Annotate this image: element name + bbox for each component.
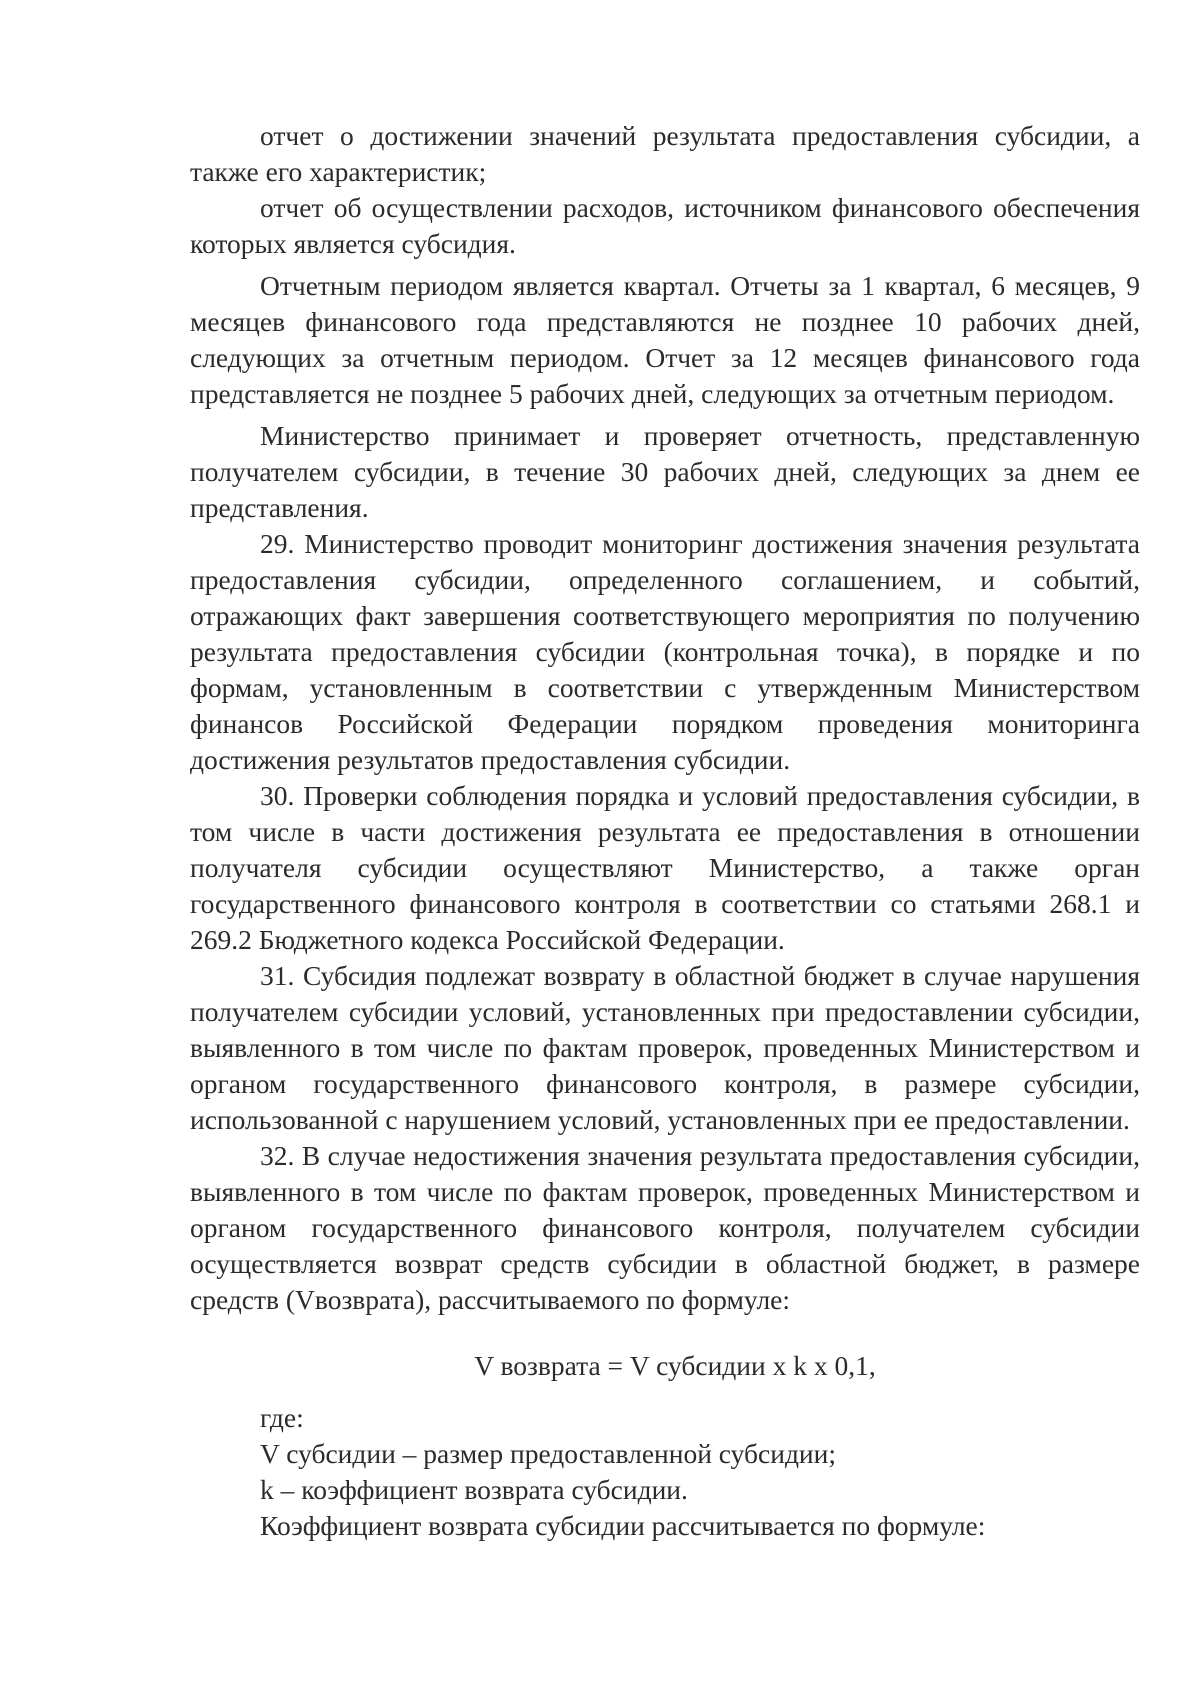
paragraph-item-29: 29. Министерство проводит мониторинг достижения значения результата предоставления субсидии, определенного соглашением, и событий, отражающих факт завершения соответствующего мероприятия по получению результата предоставления субсидии (контрольная точка), в порядке и по формам, установленным в соответствии с утвержденным Министерством финансов Российской Федерации порядком проведения мониторинга достижения результатов предоставления субсидии.: [190, 528, 1140, 775]
paragraph-item-31: 31. Субсидия подлежат возврату в областной бюджет в случае нарушения получателем субсидии условий, установленных при предоставлении субсидии, выявленного в том числе по фактам проверок, проведенных Министерством и органом государственного финансового контроля, в размере субсидии, использованной с нарушением условий, установленных при ее предоставлении.: [190, 960, 1140, 1135]
paragraph-report-expenses: отчет об осуществлении расходов, источником финансового обеспечения которых является субсидия.: [190, 192, 1140, 259]
definition-k-coefficient: k – коэффициент возврата субсидии.: [260, 1474, 688, 1505]
formula-return-amount: V возврата = V субсидии x k x 0,1,: [474, 1350, 876, 1381]
paragraph-item-32: 32. В случае недостижения значения результата предоставления субсидии, выявленного в том числе по фактам проверок, проведенных Министерством и органом государственного финансового контроля, получателем субсидии осуществляется возврат средств субсидии в областной бюджет, в размере средств (Vвозврата), рассчитываемого по формуле:: [190, 1140, 1140, 1315]
definition-v-subsidy: V субсидии – размер предоставленной субсидии;: [260, 1438, 837, 1469]
paragraph-report-results: отчет о достижении значений результата предоставления субсидии, а также его характеристик;: [190, 120, 1140, 187]
paragraph-item-30: 30. Проверки соблюдения порядка и условий предоставления субсидии, в том числе в части достижения результата ее предоставления в отношении получателя субсидии осуществляют Министерство, а также орган государственного финансового контроля в соответствии со статьями 268.1 и 269.2 Бюджетного кодекса Российской Федерации.: [190, 780, 1140, 955]
document-body: [190, 118, 1140, 1544]
definition-where: где:: [260, 1402, 304, 1433]
definition-coefficient-formula-intro: Коэффициент возврата субсидии рассчитывается по формуле:: [260, 1510, 986, 1541]
paragraph-ministry-review: Министерство принимает и проверяет отчетность, представленную получателем субсидии, в течение 30 рабочих дней, следующих за днем ее представления.: [190, 420, 1140, 523]
paragraph-reporting-period: Отчетным периодом является квартал. Отчеты за 1 квартал, 6 месяцев, 9 месяцев финансового года представляются не позднее 10 рабочих дней, следующих за отчетным периодом. Отчет за 12 месяцев финансового года представляется не позднее 5 рабочих дней, следующих за отчетным периодом.: [190, 270, 1140, 409]
